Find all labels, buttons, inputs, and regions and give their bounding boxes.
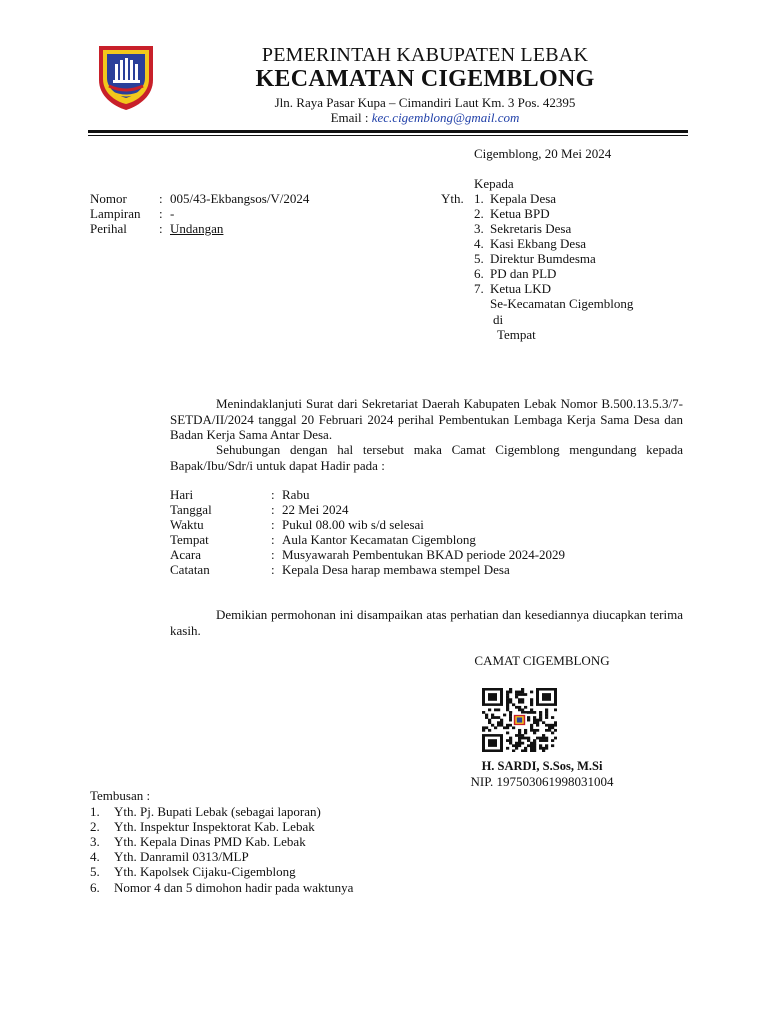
event-date: 22 Mei 2024: [282, 502, 349, 517]
recipient-number: 4.: [474, 236, 484, 251]
attachment-value: -: [170, 206, 175, 221]
email-label: Email :: [330, 110, 372, 125]
place-date: Cigemblong, 20 Mei 2024: [474, 146, 612, 161]
cc-number: 4.: [90, 849, 100, 864]
cc-item: Yth. Pj. Bupati Lebak (sebagai laporan): [114, 804, 321, 819]
district-emblem-icon: [95, 42, 157, 112]
meta-colon: :: [159, 191, 163, 206]
event-day: Rabu: [282, 487, 310, 502]
meta-label-lampiran: Lampiran: [90, 206, 141, 221]
cc-item: Yth. Kepala Dinas PMD Kab. Lebak: [114, 834, 306, 849]
recipient-number: 7.: [474, 281, 484, 296]
event-agenda: Musyawarah Pembentukan BKAD periode 2024-2029: [282, 547, 566, 562]
cc-item: Yth. Danramil 0313/MLP: [114, 849, 249, 864]
meta-colon: :: [159, 206, 163, 221]
recipient-scope: Se-Kecamatan Cigemblong: [490, 296, 634, 311]
event-colon: :: [271, 487, 275, 502]
body-paragraph-1: Menindaklanjuti Surat dari Sekretariat Daerah Kabupaten Lebak Nomor B.500.13.5.3/7-SETDA/II/2024 tanggal 20 Februari 2024 perihal Pembentukan Lembaga Kerja Sama Desa dan Badan Kerja Sama Antar Desa.: [170, 396, 683, 442]
event-label-catatan: Catatan: [170, 562, 210, 577]
email-link[interactable]: kec.cigemblong@gmail.com: [371, 110, 520, 125]
event-colon: :: [271, 502, 275, 517]
cc-number: 2.: [90, 819, 100, 834]
letter-number: 005/43-Ekbangsos/V/2024: [170, 191, 310, 206]
recipient-item: Kepala Desa: [490, 191, 557, 206]
signatory-title: CAMAT CIGEMBLONG: [474, 653, 610, 668]
recipient-item: PD dan PLD: [490, 266, 557, 281]
recipient-tempat: Tempat: [497, 327, 536, 342]
signatory-name: H. SARDI, S.Sos, M.Si: [481, 759, 603, 773]
event-time: Pukul 08.00 wib s/d selesai: [282, 517, 424, 532]
cc-number: 1.: [90, 804, 100, 819]
recipient-item: Sekretaris Desa: [490, 221, 572, 236]
event-label-waktu: Waktu: [170, 517, 204, 532]
email-line: [160, 110, 690, 126]
cc-number: 5.: [90, 864, 100, 879]
qr-code-icon: [482, 688, 557, 752]
recipient-number: 2.: [474, 206, 484, 221]
cc-item: Yth. Kapolsek Cijaku-Cigemblong: [114, 864, 296, 879]
cc-title: Tembusan :: [90, 788, 151, 803]
header-divider-thick: [88, 130, 688, 133]
office-address: Jln. Raya Pasar Kupa – Cimandiri Laut Km. 3 Pos. 42395: [274, 95, 576, 110]
subject-value: Undangan: [170, 221, 224, 236]
recipient-item: Kasi Ekbang Desa: [490, 236, 587, 251]
header-divider-thin: [88, 135, 688, 136]
cc-item: Yth. Inspektur Inspektorat Kab. Lebak: [114, 819, 315, 834]
event-label-tempat: Tempat: [170, 532, 209, 547]
cc-number: 6.: [90, 880, 100, 895]
recipient-number: 3.: [474, 221, 484, 236]
recipient-number: 5.: [474, 251, 484, 266]
event-colon: :: [271, 532, 275, 547]
signatory-nip: NIP. 197503061998031004: [470, 774, 614, 789]
event-colon: :: [271, 562, 275, 577]
district-title: KECAMATAN CIGEMBLONG: [255, 66, 595, 92]
event-label-acara: Acara: [170, 547, 202, 562]
meta-label-perihal: Perihal: [90, 221, 127, 236]
recipient-kepada: Kepada: [474, 176, 514, 191]
meta-colon: :: [159, 221, 163, 236]
cc-item: Nomor 4 dan 5 dimohon hadir pada waktunya: [114, 880, 354, 895]
event-colon: :: [271, 547, 275, 562]
body-paragraph-2: Sehubungan dengan hal tersebut maka Camat Cigemblong mengundang kepada Bapak/Ibu/Sdr/i untuk dapat Hadir pada :: [170, 442, 683, 473]
recipient-number: 6.: [474, 266, 484, 281]
government-title: PEMERINTAH KABUPATEN LEBAK: [261, 44, 589, 66]
recipient-number: 1.: [474, 191, 484, 206]
recipient-yth: Yth.: [441, 191, 464, 206]
event-label-hari: Hari: [170, 487, 194, 502]
meta-label-nomor: Nomor: [90, 191, 127, 206]
recipient-di: di: [493, 312, 504, 327]
event-note: Kepala Desa harap membawa stempel Desa: [282, 562, 510, 577]
event-label-tanggal: Tanggal: [170, 502, 212, 517]
cc-number: 3.: [90, 834, 100, 849]
recipient-item: Ketua LKD: [490, 281, 552, 296]
recipient-item: Ketua BPD: [490, 206, 550, 221]
event-venue: Aula Kantor Kecamatan Cigemblong: [282, 532, 476, 547]
closing-paragraph: Demikian permohonan ini disampaikan atas perhatian dan kesediannya diucapkan terima kasih.: [170, 607, 683, 638]
recipient-item: Direktur Bumdesma: [490, 251, 596, 266]
event-colon: :: [271, 517, 275, 532]
